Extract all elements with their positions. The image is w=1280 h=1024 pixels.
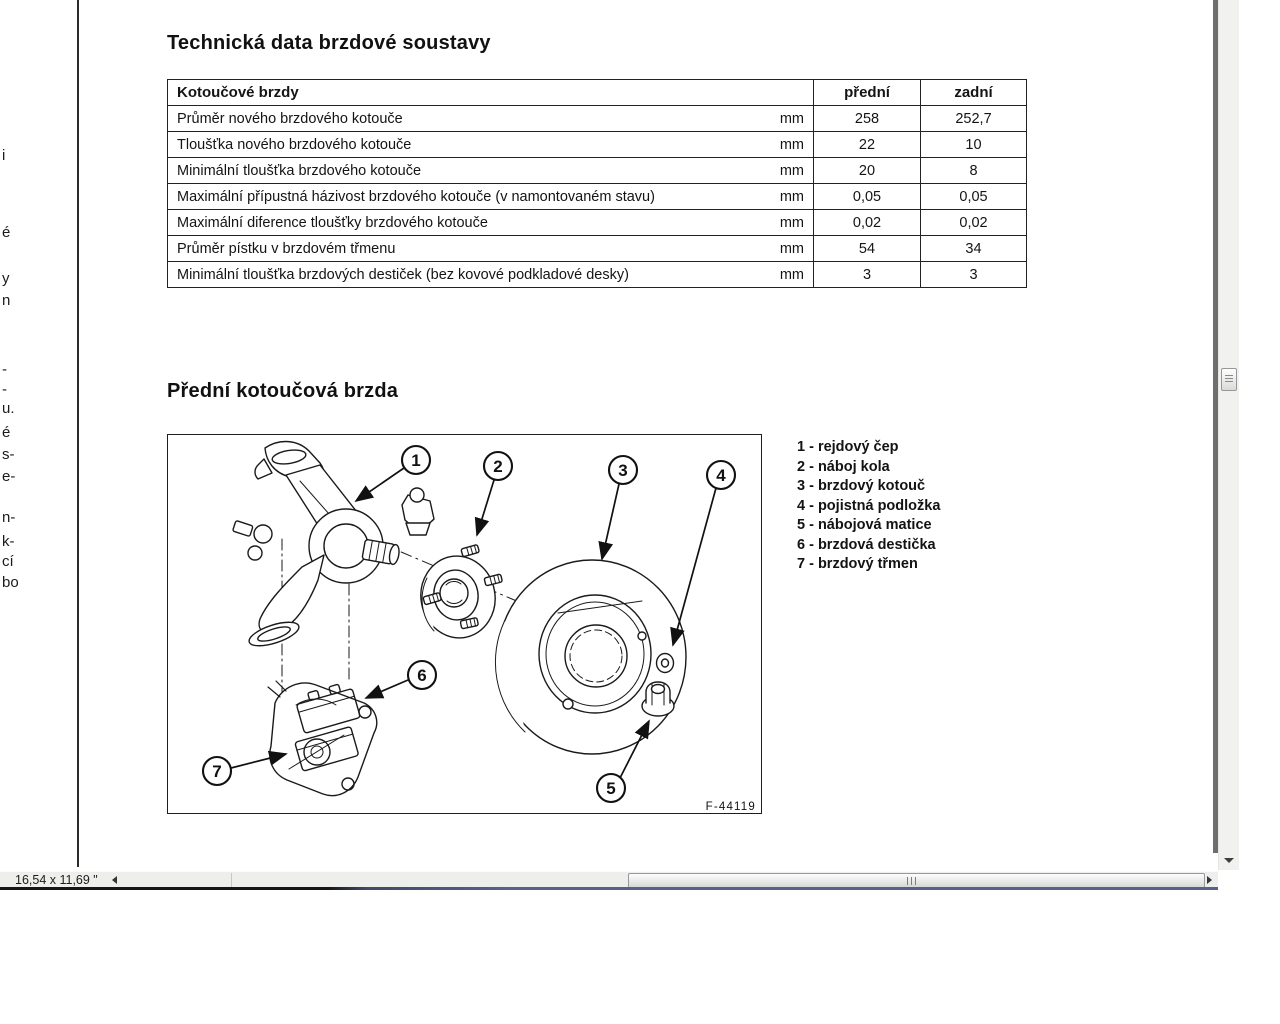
legend-item: 7 - brzdový třmen — [797, 556, 918, 572]
vscroll-thumb[interactable] — [1221, 368, 1237, 391]
spec-unit: mm — [779, 266, 804, 283]
text-fragment: bo — [2, 574, 19, 591]
window-bottom-edge — [0, 887, 1218, 890]
table-header-rear: zadní — [921, 80, 1027, 106]
text-fragment: e- — [2, 468, 16, 485]
spec-front-value: 54 — [814, 236, 921, 262]
text-fragment: k- — [2, 533, 15, 550]
spec-unit: mm — [779, 136, 804, 153]
figure-legend — [797, 438, 940, 575]
statusbar-divider — [231, 873, 232, 888]
spec-front-value: 22 — [814, 132, 921, 158]
statusbar-size-label: 16,54 x 11,69 " — [15, 873, 98, 887]
svg-text:5: 5 — [606, 779, 616, 798]
legend-item: 5 - nábojová matice — [797, 517, 932, 533]
spec-table-body — [168, 106, 1027, 288]
figure-box — [167, 434, 762, 814]
spec-rear-value: 0,02 — [921, 210, 1027, 236]
wheel-hub-drawing — [414, 544, 502, 643]
spec-rear-value: 0,05 — [921, 184, 1027, 210]
text-fragment: s- — [2, 446, 15, 463]
page-left-edge — [77, 0, 79, 867]
spec-rear-value: 3 — [921, 262, 1027, 288]
text-fragment: i — [2, 147, 6, 164]
callout-4 — [673, 461, 735, 645]
lock-washer-drawing — [657, 654, 674, 673]
spec-rear-value: 8 — [921, 158, 1027, 184]
legend-item: 6 - brzdová destička — [797, 536, 936, 553]
vscroll-down-button[interactable] — [1219, 851, 1239, 868]
table-row — [168, 236, 1027, 262]
spec-unit: mm — [779, 110, 804, 127]
text-fragment: - — [2, 381, 7, 398]
spec-unit: mm — [779, 188, 804, 205]
steering-knuckle-drawing — [233, 442, 434, 651]
svg-text:4: 4 — [716, 466, 726, 485]
spec-rear-value: 252,7 — [921, 106, 1027, 132]
table-row — [168, 210, 1027, 236]
spec-table — [167, 79, 1027, 288]
callout-2 — [477, 452, 512, 535]
svg-text:2: 2 — [493, 457, 503, 476]
text-fragment: n- — [2, 509, 16, 526]
legend-item: 3 - brzdový kotouč — [797, 478, 926, 494]
legend-item: 2 - náboj kola — [797, 458, 890, 475]
figure-code: F-44119 — [705, 801, 756, 813]
brake-diagram — [168, 435, 761, 813]
left-arrow-icon — [112, 876, 117, 884]
page-title: Technická data brzdové soustavy — [167, 32, 491, 54]
spec-unit: mm — [779, 214, 804, 231]
spec-label: Minimální tloušťka brzdového kotouče — [177, 162, 422, 179]
table-row — [168, 184, 1027, 210]
vertical-scrollbar[interactable] — [1218, 0, 1239, 870]
grip-lines-icon — [1225, 375, 1233, 383]
hub-nut-drawing — [642, 682, 674, 716]
table-row — [168, 106, 1027, 132]
text-fragment: u. — [2, 400, 15, 417]
spec-label: Průměr nového brzdového kotouče — [177, 110, 403, 127]
spec-front-value: 0,02 — [814, 210, 921, 236]
spec-rear-value: 34 — [921, 236, 1027, 262]
table-row — [168, 132, 1027, 158]
spec-label: Maximální diference tloušťky brzdového kotouče — [177, 214, 488, 231]
table-header-row — [168, 80, 1027, 106]
text-fragment: é — [2, 224, 11, 241]
grip-lines-icon — [907, 877, 917, 885]
text-fragment: - — [2, 361, 7, 378]
spec-unit: mm — [779, 162, 804, 179]
spec-front-value: 3 — [814, 262, 921, 288]
section-title: Přední kotoučová brzda — [167, 380, 399, 402]
spec-front-value: 20 — [814, 158, 921, 184]
svg-text:1: 1 — [411, 451, 421, 470]
spec-label: Tloušťka nového brzdového kotouče — [177, 136, 412, 153]
table-header-front: přední — [814, 80, 921, 106]
spec-front-value: 0,05 — [814, 184, 921, 210]
table-row — [168, 158, 1027, 184]
spec-front-value: 258 — [814, 106, 921, 132]
right-arrow-icon — [1207, 876, 1212, 884]
text-fragment: cí — [2, 553, 14, 570]
text-fragment: é — [2, 424, 11, 441]
brake-disc-drawing — [495, 560, 686, 754]
table-row — [168, 262, 1027, 288]
callout-6 — [366, 661, 436, 698]
brake-pad-drawing — [283, 681, 371, 771]
down-arrow-icon — [1224, 858, 1234, 863]
spec-unit: mm — [779, 240, 804, 257]
text-fragment: n — [2, 292, 11, 309]
legend-item: 4 - pojistná podložka — [797, 497, 941, 514]
spec-rear-value: 10 — [921, 132, 1027, 158]
legend-item: 1 - rejdový čep — [797, 439, 899, 455]
text-fragment: y — [2, 270, 10, 287]
svg-text:7: 7 — [212, 762, 222, 781]
spec-label: Maximální přípustná házivost brzdového kotouče (v namontovaném stavu) — [177, 188, 655, 205]
spec-label: Minimální tloušťka brzdových destiček (bez kovové podkladové desky) — [177, 266, 629, 283]
callout-3 — [602, 456, 637, 559]
spec-label: Průměr pístku v brzdovém třmenu — [177, 240, 396, 257]
svg-text:6: 6 — [417, 666, 427, 685]
svg-text:3: 3 — [618, 461, 628, 480]
table-header-disc-brakes: Kotoučové brzdy — [168, 80, 814, 106]
